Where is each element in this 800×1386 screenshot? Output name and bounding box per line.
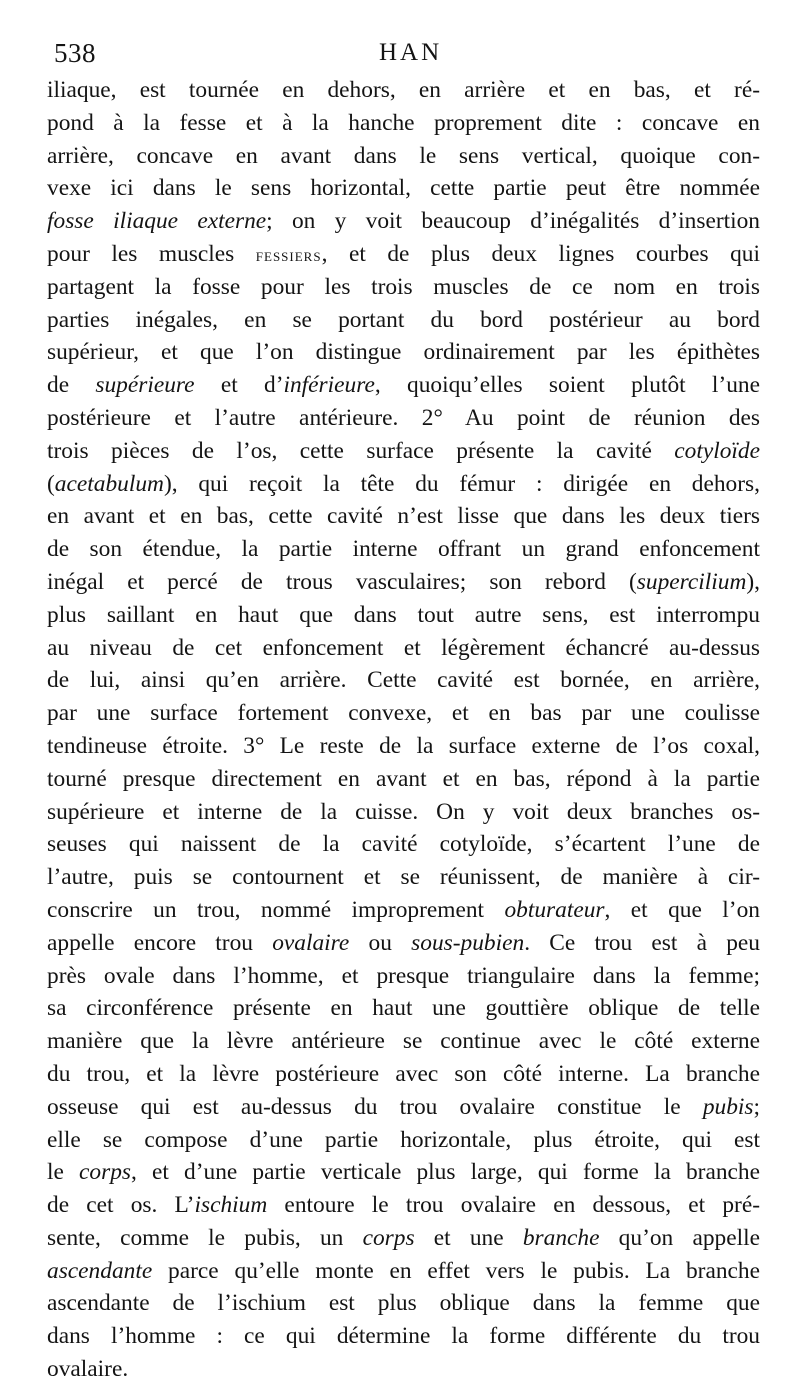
text-segment: ascendante de l’ischium est plus oblique dans la femme que bbox=[47, 1290, 760, 1317]
text-segment: de cet os. L’ bbox=[47, 1192, 195, 1219]
text-segment: ; bbox=[753, 1093, 760, 1120]
italic-term: obturateur bbox=[504, 896, 605, 923]
text-line bbox=[47, 763, 760, 796]
text-line bbox=[47, 402, 760, 435]
text-segment: qu’on appelle bbox=[599, 1224, 760, 1251]
text-segment: sente, comme le pubis, un bbox=[47, 1224, 363, 1251]
text-line bbox=[47, 1058, 760, 1091]
text-segment: iliaque, est tournée en dehors, en arrière et en bas, et ré- bbox=[47, 77, 760, 103]
page-header bbox=[54, 36, 758, 70]
text-line bbox=[47, 271, 760, 304]
text-segment: trois pièces de l’os, cette surface présente la cavité bbox=[47, 437, 675, 464]
italic-term: ovalaire bbox=[272, 929, 350, 956]
text-segment: inégal et percé de trous vasculaires; son rebord ( bbox=[47, 568, 637, 595]
text-segment: l’autre, puis se contournent et se réunissent, de manière à cir- bbox=[47, 864, 760, 891]
italic-term: pubis bbox=[702, 1093, 754, 1120]
text-line bbox=[47, 1156, 760, 1189]
running-head: HAN bbox=[379, 39, 443, 66]
text-line bbox=[47, 599, 760, 632]
text-segment: parce qu’elle monte en effet vers le pubis. La branche bbox=[152, 1257, 760, 1284]
text-line bbox=[47, 730, 760, 763]
text-segment: au niveau de cet enfoncement et légèrement échancré au-dessus bbox=[47, 634, 760, 661]
italic-term: sous-pubien bbox=[411, 929, 525, 956]
text-segment: de lui, ainsi qu’en arrière. Cette cavité est bornée, en arrière, bbox=[47, 667, 760, 694]
text-line bbox=[47, 697, 760, 730]
text-segment: partagent la fosse pour les trois muscles de ce nom en trois bbox=[47, 273, 760, 300]
text-segment: vexe ici dans le sens horizontal, cette partie peut être nommée bbox=[47, 175, 760, 202]
text-segment: ( bbox=[47, 470, 55, 497]
text-line bbox=[47, 1287, 760, 1320]
text-line bbox=[47, 1189, 760, 1222]
text-segment: plus saillant en haut que dans tout autre sens, est interrompu bbox=[47, 601, 760, 628]
text-segment: supérieure et interne de la cuisse. On y voit deux branches os- bbox=[47, 798, 760, 825]
page-number: 538 bbox=[54, 38, 96, 68]
text-line bbox=[47, 304, 760, 337]
text-line bbox=[47, 632, 760, 665]
small-caps-term: fessiers bbox=[255, 244, 322, 266]
text-segment: pond à la fesse et à la hanche proprement dite : concave en bbox=[47, 109, 760, 136]
italic-term: supercilium bbox=[636, 568, 747, 595]
italic-term: fosse iliaque externe bbox=[47, 208, 267, 235]
text-segment: et une bbox=[414, 1224, 523, 1251]
text-segment: , quoiqu’elles soient plutôt l’une bbox=[374, 372, 760, 399]
text-segment: sa circonférence présente en haut une gouttière oblique de telle bbox=[47, 995, 760, 1022]
text-segment: parties inégales, en se portant du bord postérieur au bord bbox=[47, 306, 760, 333]
text-segment: . Ce trou est à peu bbox=[524, 929, 760, 956]
text-segment: de bbox=[47, 372, 96, 399]
text-segment: arrière, concave en avant dans le sens vertical, quoique con- bbox=[47, 142, 760, 169]
text-line bbox=[47, 828, 760, 861]
italic-term: ischium bbox=[194, 1192, 268, 1219]
text-segment: le bbox=[47, 1159, 80, 1186]
italic-term: acetabulum bbox=[54, 470, 164, 497]
italic-term: corps bbox=[79, 1159, 132, 1186]
text-segment: osseuse qui est au-dessus du trou ovalaire constitue le bbox=[47, 1093, 703, 1120]
text-segment: de son étendue, la partie interne offrant un grand enfoncement bbox=[47, 536, 760, 563]
text-line bbox=[47, 894, 760, 927]
italic-term: inférieure bbox=[283, 372, 375, 399]
text-line bbox=[47, 960, 760, 993]
text-line bbox=[47, 992, 760, 1025]
text-segment: et d’ bbox=[194, 372, 284, 399]
italic-term: ascendante bbox=[47, 1257, 153, 1284]
italic-term: branche bbox=[522, 1224, 600, 1251]
body-text bbox=[47, 74, 760, 1386]
text-segment: , et d’une partie verticale plus large, qui forme la branche bbox=[131, 1159, 760, 1186]
text-segment: en avant et en bas, cette cavité n’est lisse que dans les deux tiers bbox=[47, 503, 760, 530]
text-segment: postérieure et l’autre antérieure. 2° Au point de réunion des bbox=[47, 404, 760, 431]
text-line bbox=[47, 336, 760, 369]
text-line bbox=[47, 1091, 760, 1124]
text-segment: appelle encore trou bbox=[47, 929, 273, 956]
text-line bbox=[47, 107, 760, 140]
text-line bbox=[47, 1353, 760, 1386]
text-line bbox=[47, 861, 760, 894]
text-line bbox=[47, 1025, 760, 1058]
text-segment: manière que la lèvre antérieure se continue avec le côté externe bbox=[47, 1028, 760, 1055]
text-line bbox=[47, 369, 760, 402]
text-segment: ovalaire. bbox=[47, 1356, 129, 1383]
text-line bbox=[47, 468, 760, 501]
text-segment: ; on y voit beaucoup d’inégalités d’insertion bbox=[266, 208, 760, 235]
text-segment: elle se compose d’une partie horizontale, plus étroite, qui est bbox=[47, 1126, 760, 1153]
text-line bbox=[47, 796, 760, 829]
text-line bbox=[47, 140, 760, 173]
text-segment: seuses qui naissent de la cavité cotyloïde, s’écartent l’une de bbox=[47, 831, 760, 858]
text-line bbox=[47, 664, 760, 697]
text-segment: tendineuse étroite. 3° Le reste de la surface externe de l’os coxal, bbox=[47, 732, 760, 759]
text-line bbox=[47, 533, 760, 566]
italic-term: cotyloïde bbox=[674, 437, 760, 464]
text-line bbox=[47, 435, 760, 468]
text-segment: du trou, et la lèvre postérieure avec son côté interne. La branche bbox=[47, 1060, 760, 1087]
text-line bbox=[47, 1124, 760, 1157]
text-line bbox=[47, 172, 760, 205]
text-line bbox=[47, 74, 760, 107]
text-line bbox=[47, 566, 760, 599]
text-segment: tourné presque directement en avant et en bas, répond à la partie bbox=[47, 765, 760, 792]
text-line bbox=[47, 205, 760, 238]
text-segment: entoure le trou ovalaire en dessous, et pré- bbox=[267, 1192, 760, 1219]
text-segment: , et de plus deux lignes courbes qui bbox=[321, 240, 760, 267]
italic-term: supérieure bbox=[95, 372, 195, 399]
text-segment: ), bbox=[746, 568, 760, 595]
text-line bbox=[47, 927, 760, 960]
text-segment: , et que l’on bbox=[604, 896, 760, 923]
text-line bbox=[47, 1222, 760, 1255]
text-segment: ), qui reçoit la tête du fémur : dirigée en dehors, bbox=[163, 470, 760, 497]
text-segment: par une surface fortement convexe, et en bas par une coulisse bbox=[47, 700, 760, 727]
text-line bbox=[47, 1320, 760, 1353]
text-line bbox=[47, 500, 760, 533]
text-line bbox=[47, 238, 760, 271]
text-segment: ou bbox=[349, 929, 412, 956]
text-segment: pour les muscles bbox=[47, 240, 256, 267]
text-segment: près ovale dans l’homme, et presque triangulaire dans la femme; bbox=[47, 962, 760, 989]
italic-term: corps bbox=[362, 1224, 415, 1251]
text-line bbox=[47, 1255, 760, 1288]
text-segment: dans l’homme : ce qui détermine la forme différente du trou bbox=[47, 1323, 760, 1350]
text-segment: conscrire un trou, nommé improprement bbox=[47, 896, 505, 923]
text-segment: supérieur, et que l’on distingue ordinairement par les épithètes bbox=[47, 339, 760, 366]
